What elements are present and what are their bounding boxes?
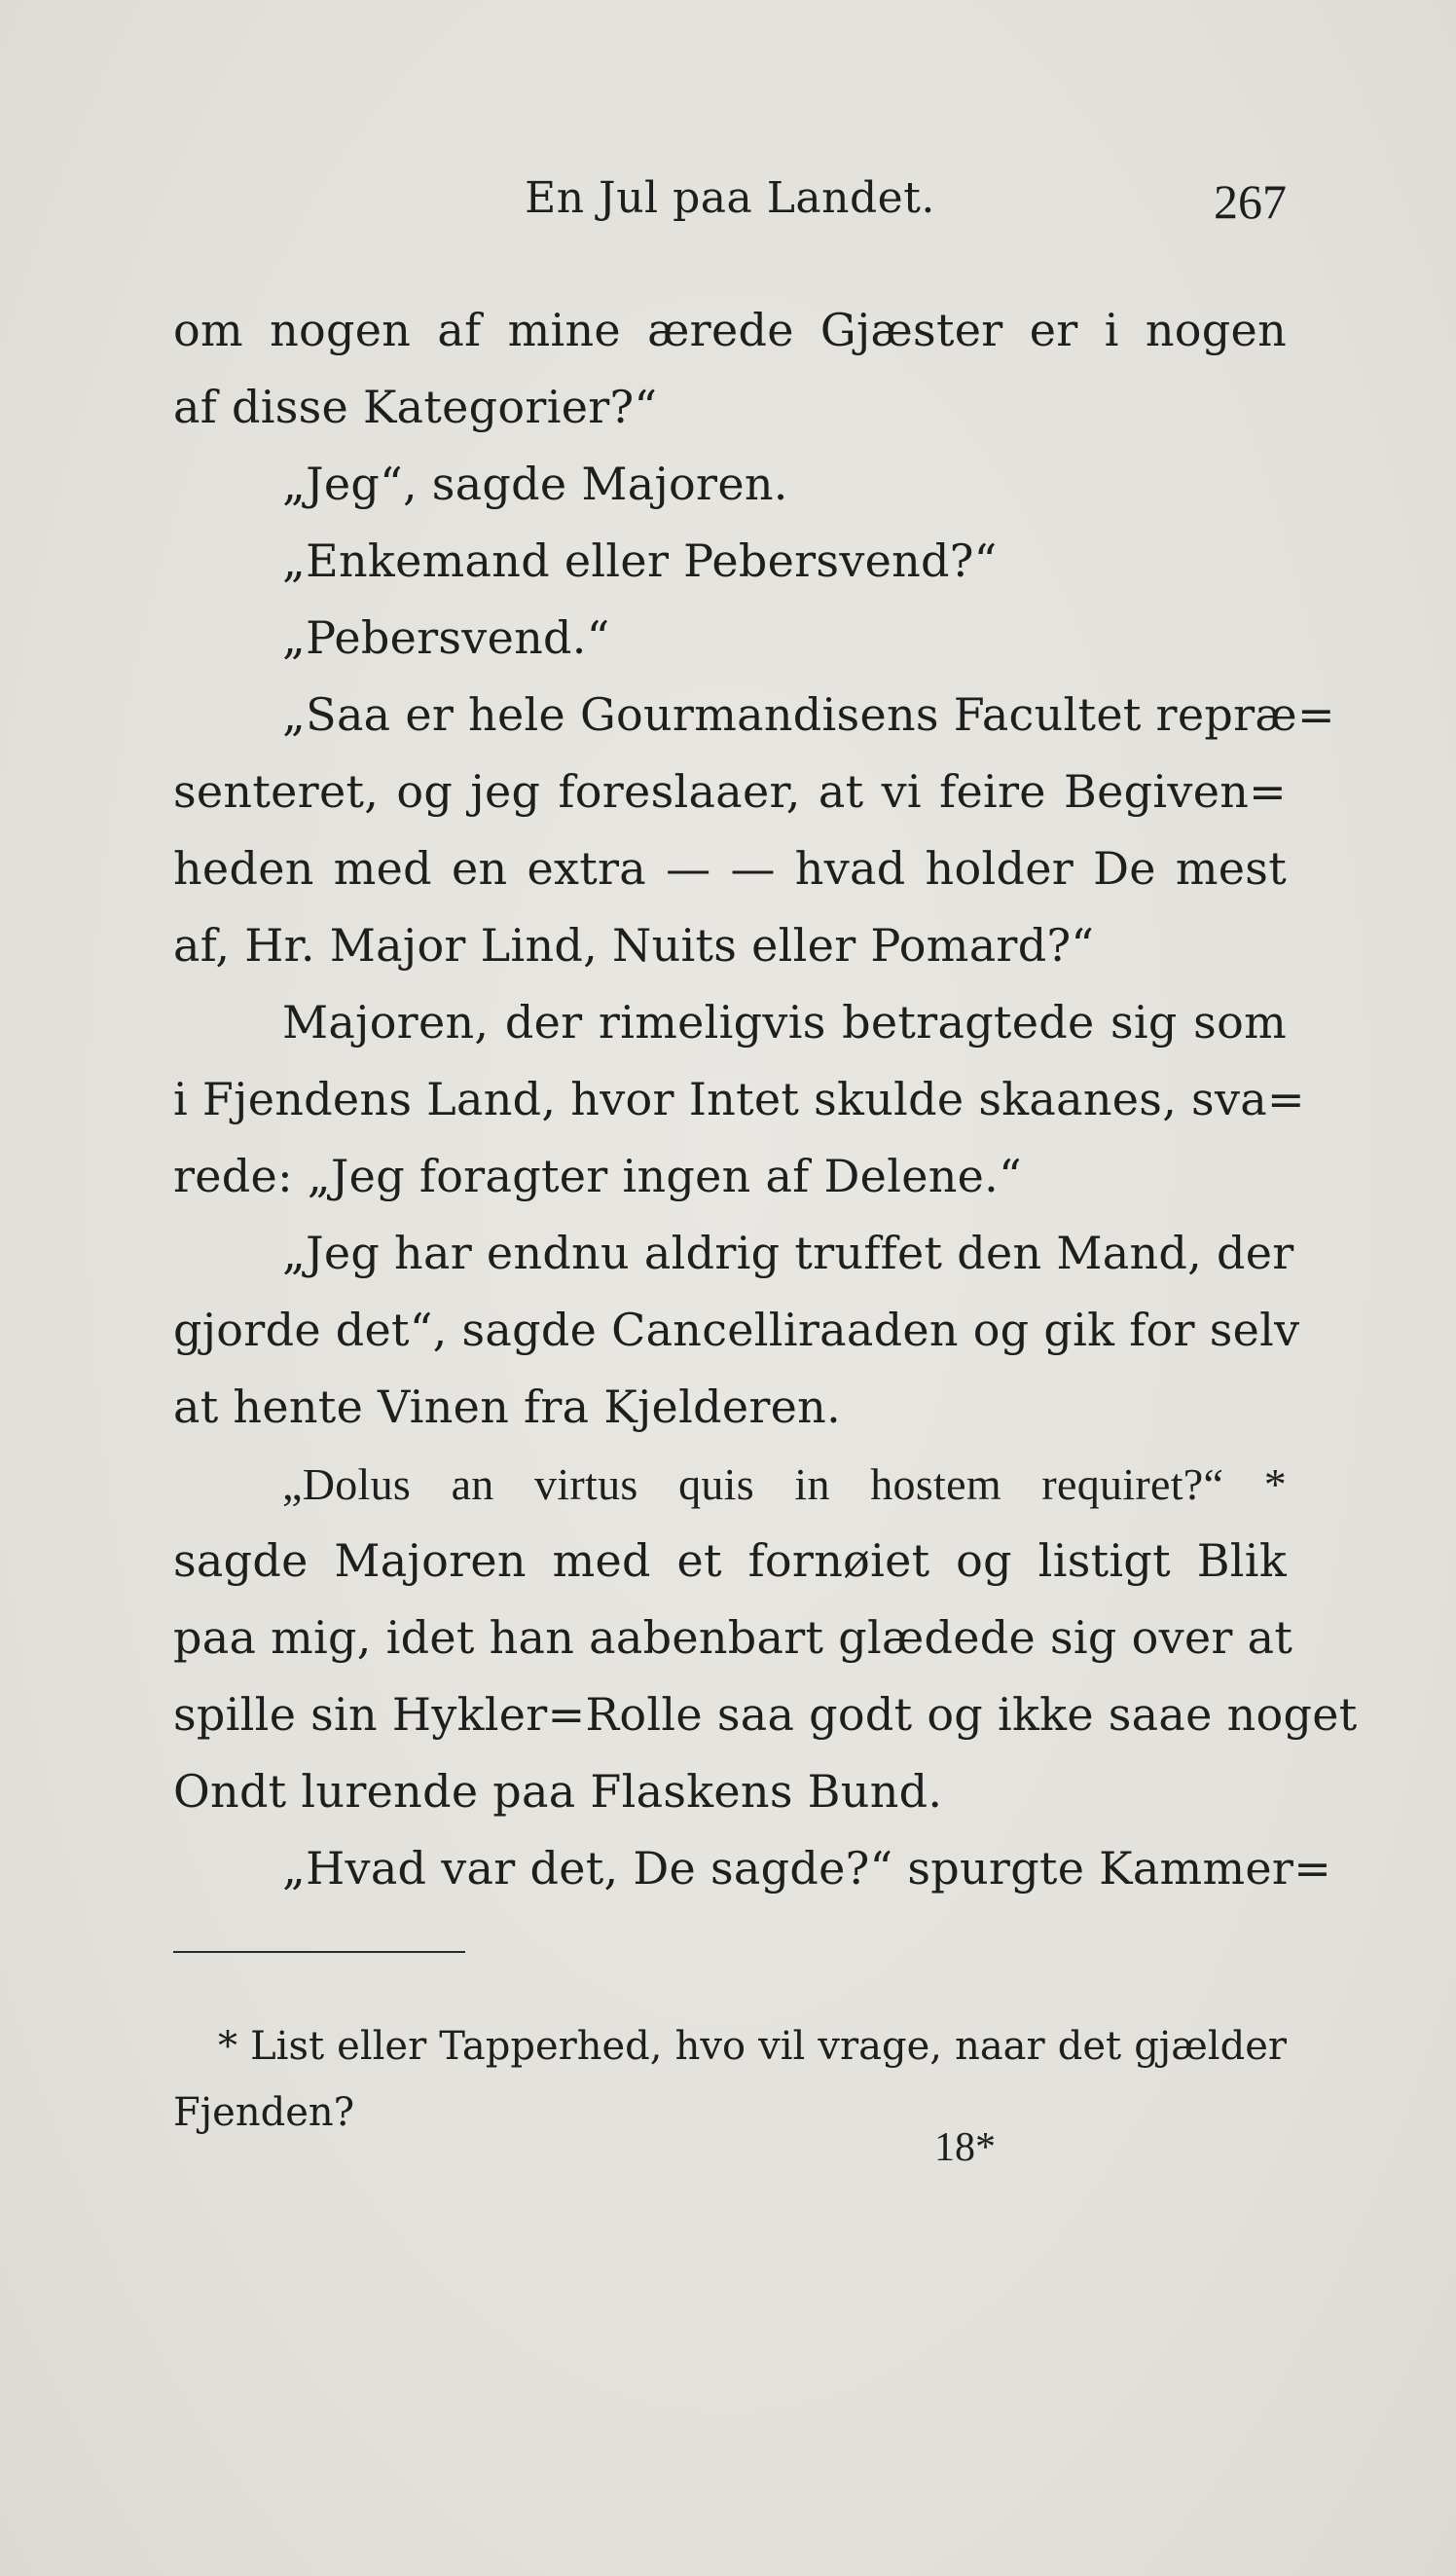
footnote-line: * List eller Tapperhed, hvo vil vrage, naar det gjælder: [218, 2024, 1287, 2069]
text-line-latin: „Dolus an virtus quis in hostem requiret?“ *: [282, 1459, 1287, 1509]
text-line: rede: „Jeg foragter ingen af Delene.“: [173, 1150, 1022, 1202]
text-line: „Saa er hele Gourmandisens Facultet repræ=: [282, 688, 1335, 741]
running-head: En Jul paa Landet.: [525, 173, 935, 223]
text-line: „Enkemand eller Pebersvend?“: [282, 534, 998, 587]
text-line: „Jeg har endnu aldrig truffet den Mand, der: [282, 1227, 1294, 1279]
text-line: paa mig, idet han aabenbart glædede sig over at: [173, 1611, 1293, 1664]
text-line: Majoren, der rimeligvis betragtede sig som: [282, 996, 1287, 1049]
text-line: om nogen af mine ærede Gjæster er i nogen: [173, 304, 1287, 356]
text-line: i Fjendens Land, hvor Intet skulde skaanes, sva=: [173, 1073, 1305, 1125]
body-text: [173, 292, 1358, 1907]
text-line: gjorde det“, sagde Cancelliraaden og gik for selv: [173, 1304, 1300, 1356]
text-line: „Pebersvend.“: [282, 611, 610, 664]
text-line: af disse Kategorier?“: [173, 381, 658, 433]
text-line: heden med en extra — — hvad holder De mest: [173, 842, 1287, 895]
footnote-divider: [173, 1951, 465, 1953]
text-line: at hente Vinen fra Kjelderen.: [173, 1380, 842, 1433]
page-number: 267: [1214, 174, 1287, 229]
text-line: senteret, og jeg foreslaaer, at vi feire Begiven=: [173, 765, 1287, 818]
text-line: af, Hr. Major Lind, Nuits eller Pomard?“: [173, 919, 1095, 972]
text-line: Ondt lurende paa Flaskens Bund.: [173, 1765, 943, 1818]
text-line: „Jeg“, sagde Majoren.: [282, 458, 788, 510]
text-line: sagde Majoren med et fornøiet og listigt Blik: [173, 1534, 1287, 1587]
page-header: [175, 173, 1285, 232]
footnote-line: Fjenden?: [173, 2090, 355, 2135]
text-line: spille sin Hykler=Rolle saa godt og ikke saae noget: [173, 1688, 1358, 1741]
signature-mark: 18*: [934, 2125, 996, 2170]
footnote: [173, 2013, 1287, 2146]
text-line: „Hvad var det, De sagde?“ spurgte Kammer=: [282, 1842, 1332, 1895]
